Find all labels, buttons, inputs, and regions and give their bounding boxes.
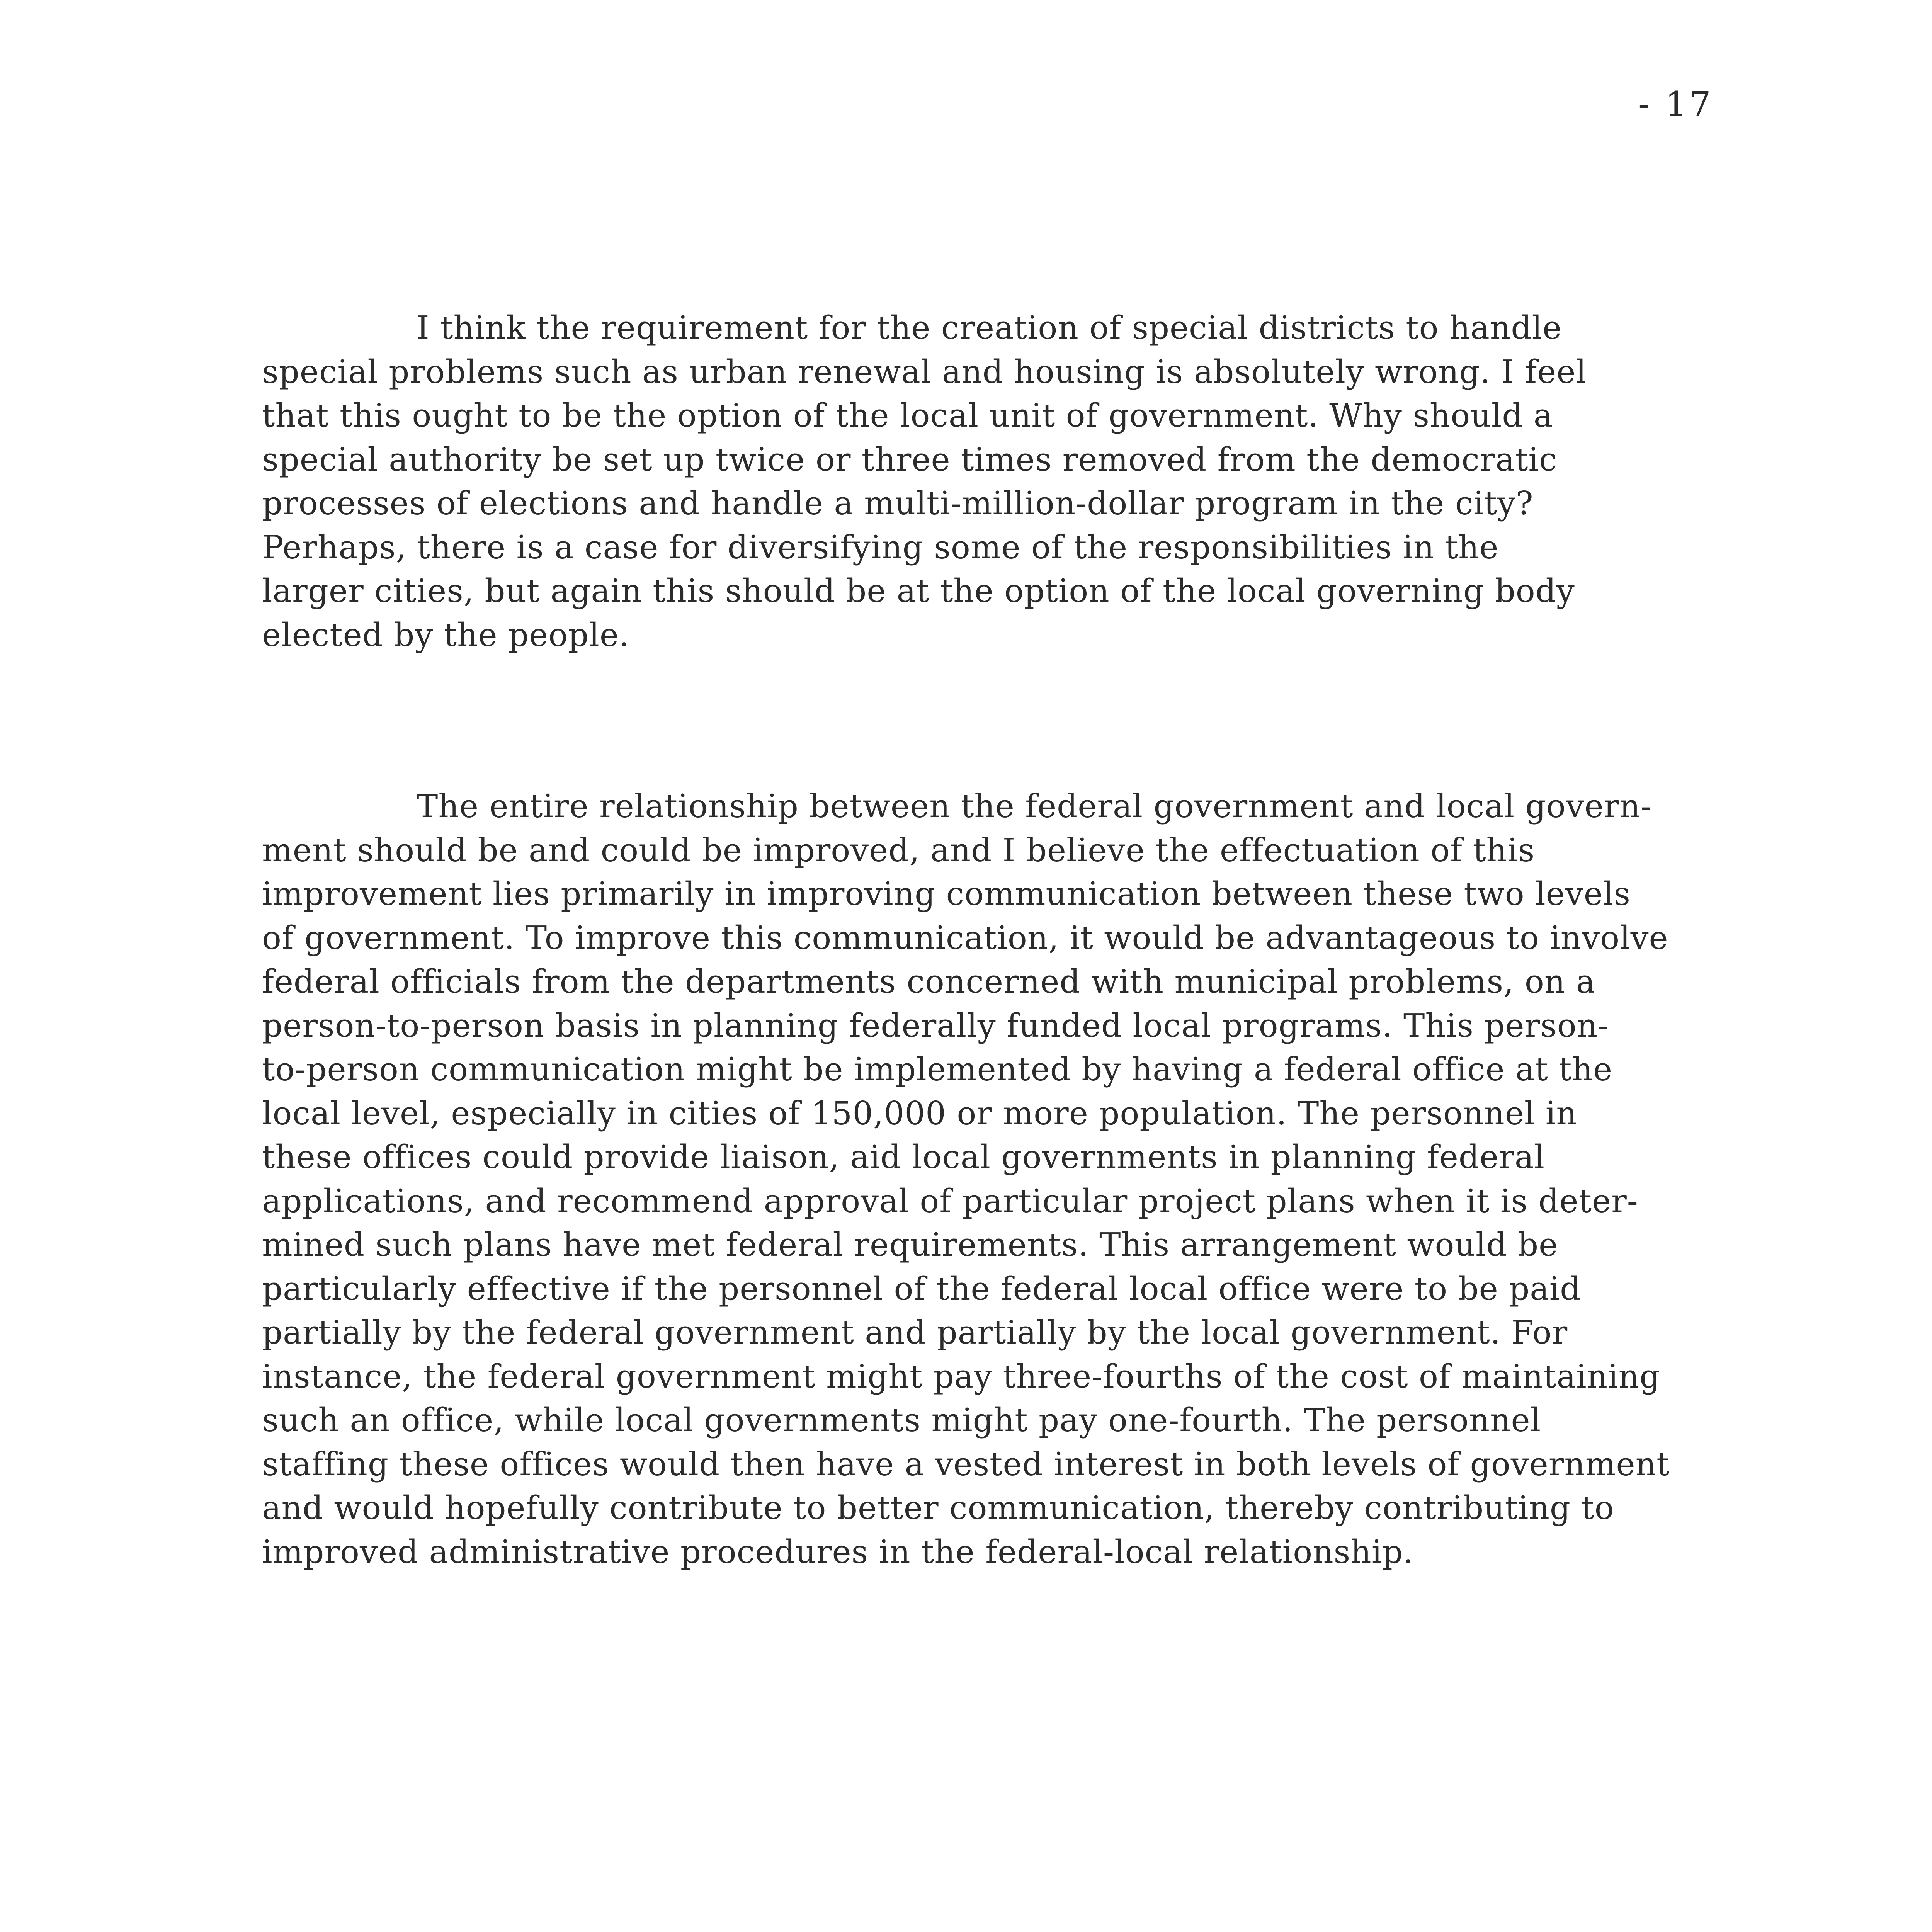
text-line: I think the requirement for the creation of special districts to handle: [417, 309, 1562, 347]
text-line: instance, the federal government might pay three-fourths of the cost of maintaining: [262, 1357, 1661, 1395]
text-line: The entire relationship between the federal government and local govern-: [417, 787, 1652, 825]
text-line: staffing these offices would then have a vested interest in both levels of government: [262, 1445, 1670, 1483]
text-line: processes of elections and handle a multi-million-dollar program in the city?: [262, 485, 1534, 522]
text-line: of government. To improve this communication, it would be advantageous to involve: [262, 919, 1668, 957]
text-line: mined such plans have met federal requirements. This arrangement would be: [262, 1226, 1558, 1264]
paragraph-federal-local-relationship: [262, 784, 1846, 1574]
text-line: applications, and recommend approval of particular project plans when it is deter-: [262, 1182, 1638, 1220]
text-line: improved administrative procedures in the federal-local relationship.: [262, 1533, 1414, 1571]
text-line: partially by the federal government and partially by the local government. For: [262, 1314, 1568, 1351]
text-line: federal officials from the departments concerned with municipal problems, on a: [262, 963, 1596, 1000]
page-number: - 17: [1638, 84, 1713, 124]
text-line: improvement lies primarily in improving communication between these two levels: [262, 875, 1631, 913]
text-line: person-to-person basis in planning federally funded local programs. This person-: [262, 1007, 1609, 1044]
paragraph-special-districts: [262, 306, 1846, 657]
text-line: elected by the people.: [262, 616, 630, 654]
text-line: special authority be set up twice or three times removed from the democratic: [262, 440, 1558, 478]
text-line: larger cities, but again this should be at the option of the local governing body: [262, 572, 1575, 610]
text-line: local level, especially in cities of 150,000 or more population. The personnel in: [262, 1094, 1577, 1132]
text-line: such an office, while local governments might pay one-fourth. The personnel: [262, 1401, 1541, 1439]
text-line: these offices could provide liaison, aid local governments in planning federal: [262, 1138, 1545, 1176]
text-line: that this ought to be the option of the local unit of government. Why should a: [262, 397, 1553, 434]
text-line: and would hopefully contribute to better communication, thereby contributing to: [262, 1489, 1614, 1527]
text-line: ment should be and could be improved, and I believe the effectuation of this: [262, 831, 1535, 869]
text-line: special problems such as urban renewal and housing is absolutely wrong. I feel: [262, 353, 1587, 391]
text-line: particularly effective if the personnel of the federal local office were to be paid: [262, 1270, 1581, 1308]
text-line: to-person communication might be implemented by having a federal office at the: [262, 1051, 1613, 1088]
text-line: Perhaps, there is a case for diversifying some of the responsibilities in the: [262, 528, 1499, 566]
